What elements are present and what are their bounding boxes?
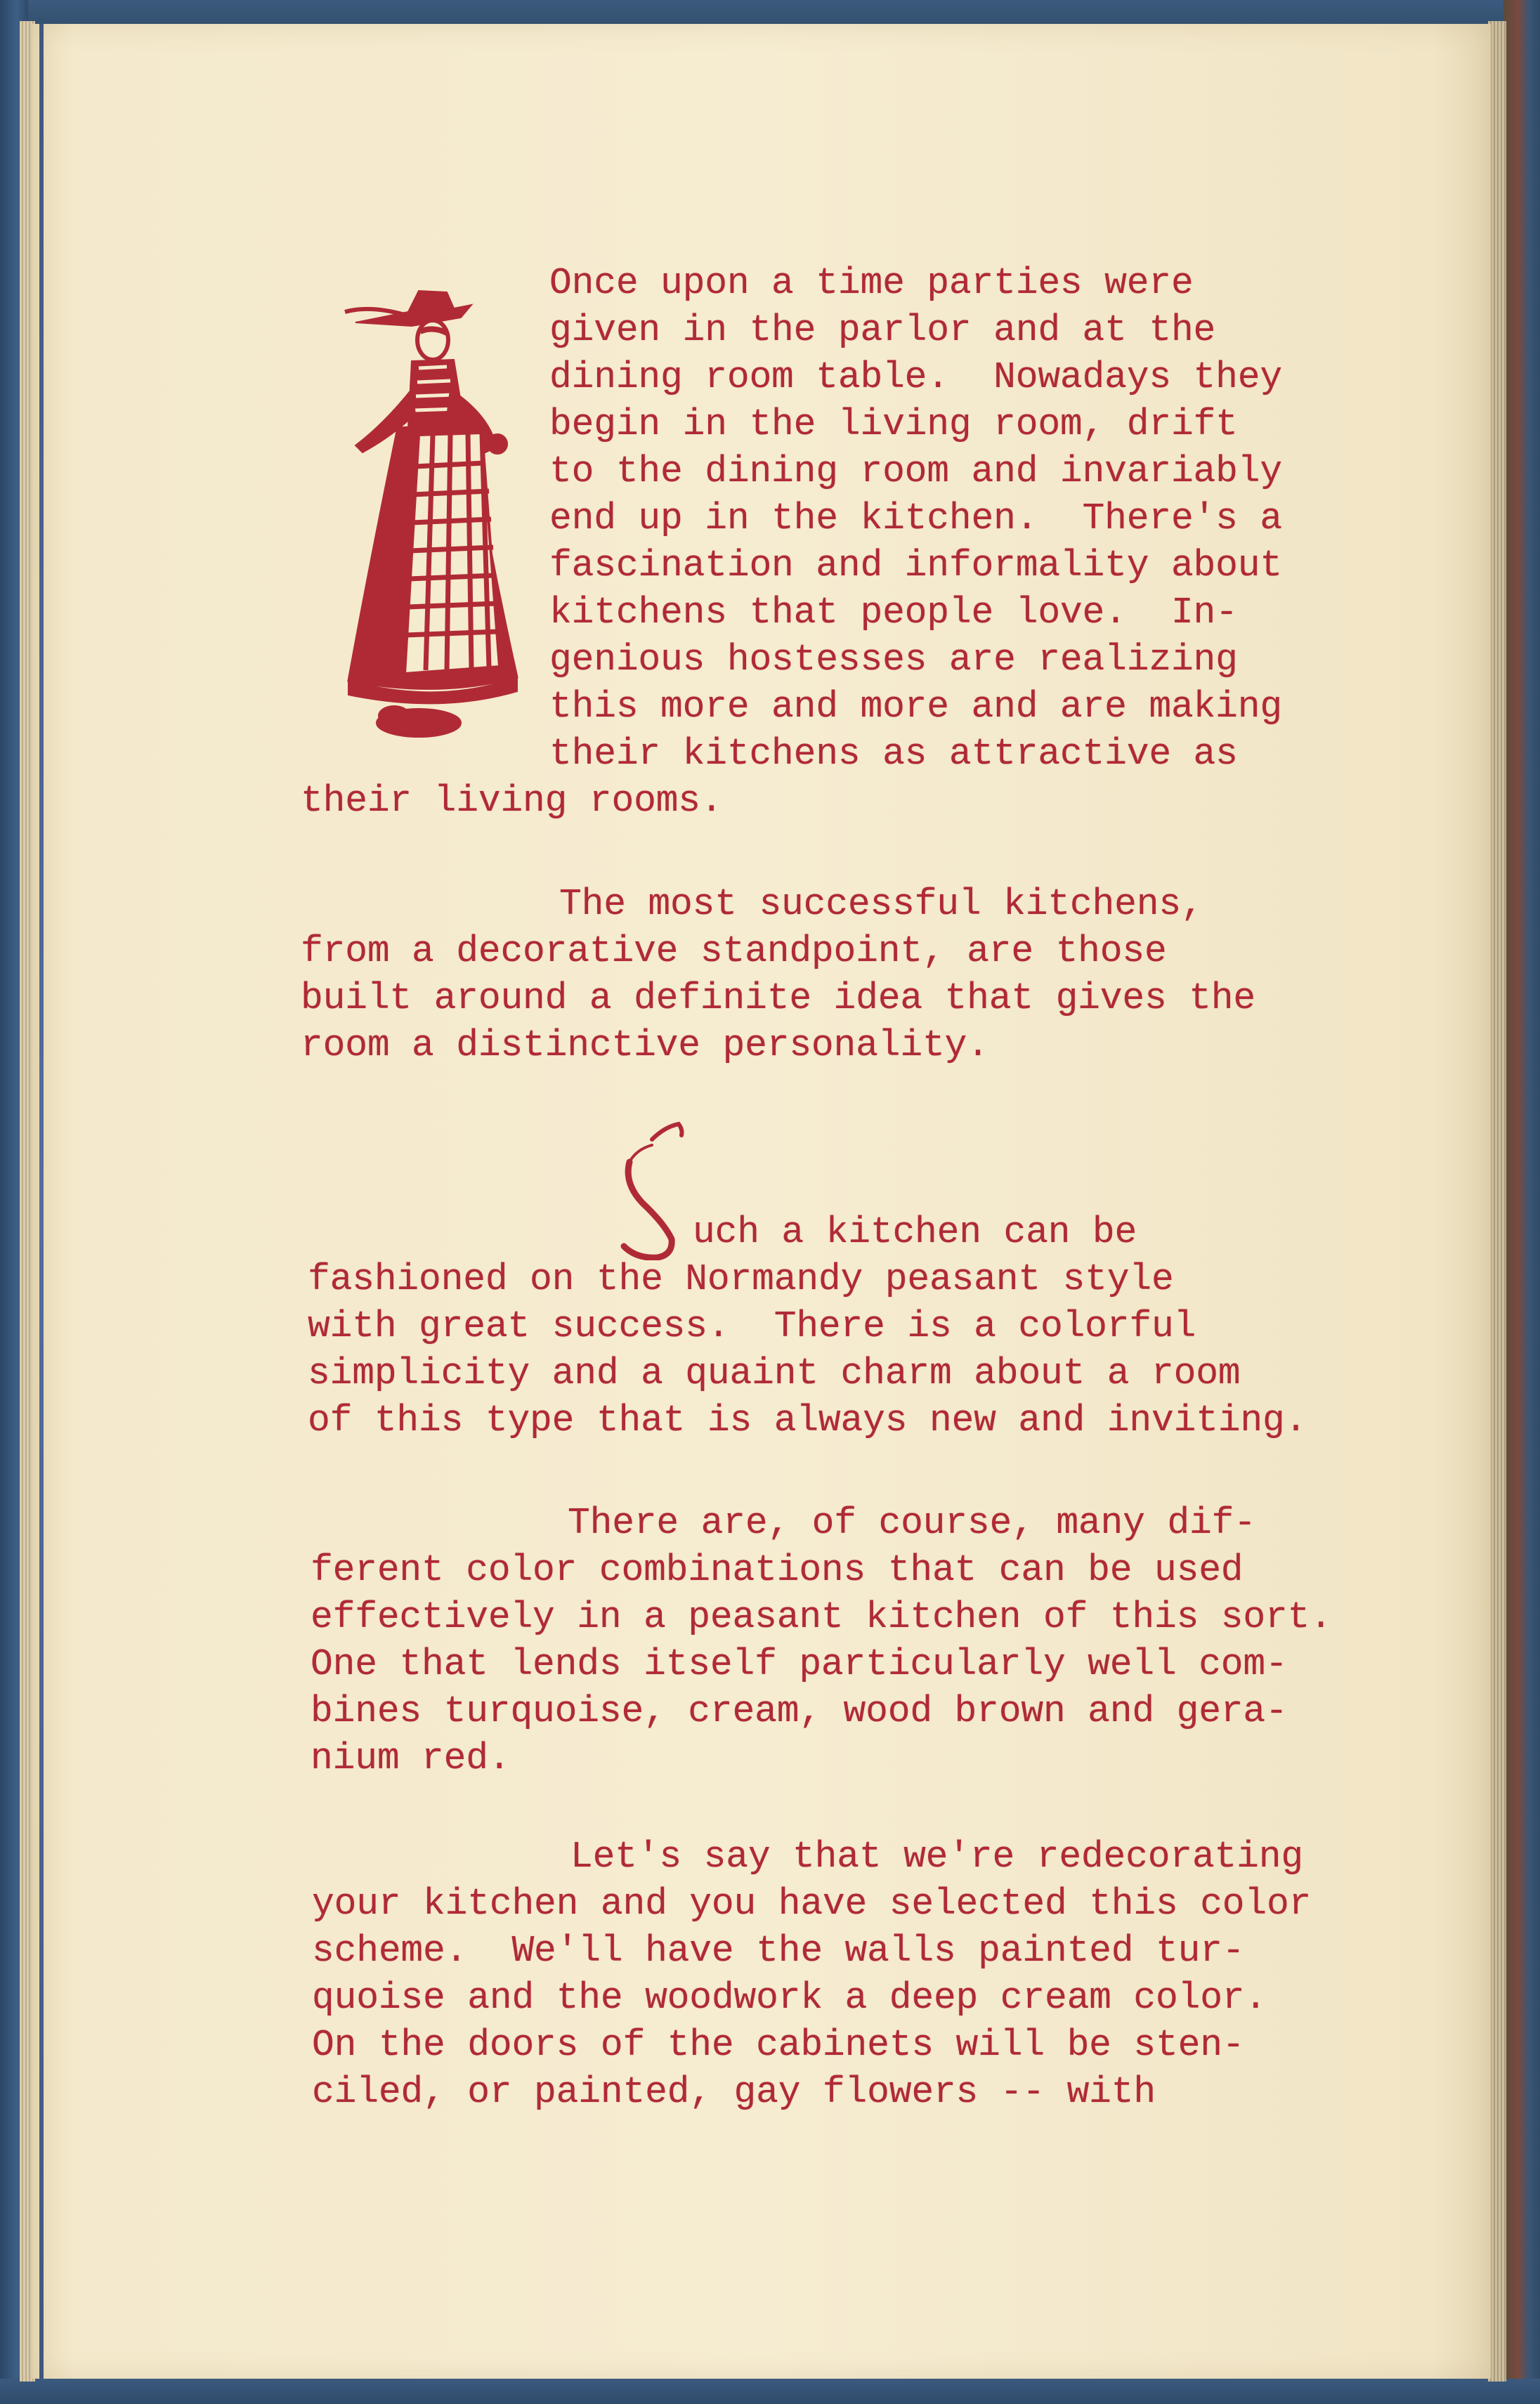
- book-cover-right-edge: [1503, 0, 1540, 2404]
- intro-line-1: Once upon a time parties were: [549, 262, 1194, 304]
- colors-line-3: effectively in a peasant kitchen of this sort.: [311, 1596, 1332, 1638]
- book-cover-bottom-edge: [0, 2379, 1540, 2404]
- colors-line-4: One that lends itself particularly well com-: [311, 1643, 1288, 1685]
- colors-line-1: There are, of course, many dif-: [568, 1502, 1256, 1544]
- redecorating-line-4: quoise and the woodwork a deep cream color.: [312, 1977, 1267, 2019]
- normandy-line-1: uch a kitchen can be: [693, 1211, 1137, 1253]
- intro-line-9: genious hostesses are realizing: [549, 639, 1238, 681]
- intro-line-7: fascination and informality about: [549, 544, 1282, 587]
- normandy-line-4: simplicity and a quaint charm about a room: [308, 1352, 1241, 1394]
- redecorating-line-1: Let's say that we're redecorating: [570, 1836, 1303, 1878]
- normandy-line-5: of this type that is always new and inviting.: [308, 1399, 1307, 1442]
- successful-line-1: The most successful kitchens,: [559, 883, 1203, 925]
- dropcap-letter: S: [608, 1120, 609, 1121]
- successful-line-2: from a decorative standpoint, are those: [301, 930, 1167, 972]
- intro-line-2: given in the parlor and at the: [549, 309, 1216, 351]
- intro-line-12: their living rooms.: [301, 780, 723, 822]
- normandy-line-3: with great success. There is a colorful: [308, 1305, 1196, 1347]
- redecorating-line-2: your kitchen and you have selected this color: [312, 1883, 1312, 1925]
- intro-line-4: begin in the living room, drift: [549, 403, 1238, 445]
- intro-line-5: to the dining room and invariably: [549, 450, 1282, 492]
- intro-line-6: end up in the kitchen. There's a: [549, 497, 1282, 540]
- book-cover-top-edge: [0, 0, 1540, 25]
- intro-line-10: this more and more and are making: [549, 686, 1282, 728]
- colors-line-6: nium red.: [311, 1737, 511, 1779]
- intro-line-8: kitchens that people love. In-: [549, 592, 1238, 634]
- colors-line-2: ferent color combinations that can be used: [311, 1549, 1244, 1591]
- colors-line-5: bines turquoise, cream, wood brown and gera-: [311, 1690, 1288, 1732]
- successful-line-3: built around a definite idea that gives the: [301, 977, 1256, 1019]
- redecorating-line-3: scheme. We'll have the walls painted tur-: [312, 1930, 1245, 1972]
- intro-line-3: dining room table. Nowadays they: [549, 356, 1282, 398]
- normandy-line-2: fashioned on the Normandy peasant style: [308, 1258, 1174, 1300]
- intro-line-11: their kitchens as attractive as: [549, 733, 1238, 775]
- binding-gutter: [39, 24, 44, 2379]
- book-page: [32, 24, 1491, 2379]
- successful-line-4: room a distinctive personality.: [301, 1024, 989, 1066]
- peasant-woman-figure-icon: [341, 284, 538, 747]
- decorative-dropcap-s: [608, 1120, 700, 1260]
- redecorating-line-5: On the doors of the cabinets will be sten-: [312, 2024, 1245, 2066]
- redecorating-line-6: ciled, or painted, gay flowers -- with: [312, 2071, 1156, 2113]
